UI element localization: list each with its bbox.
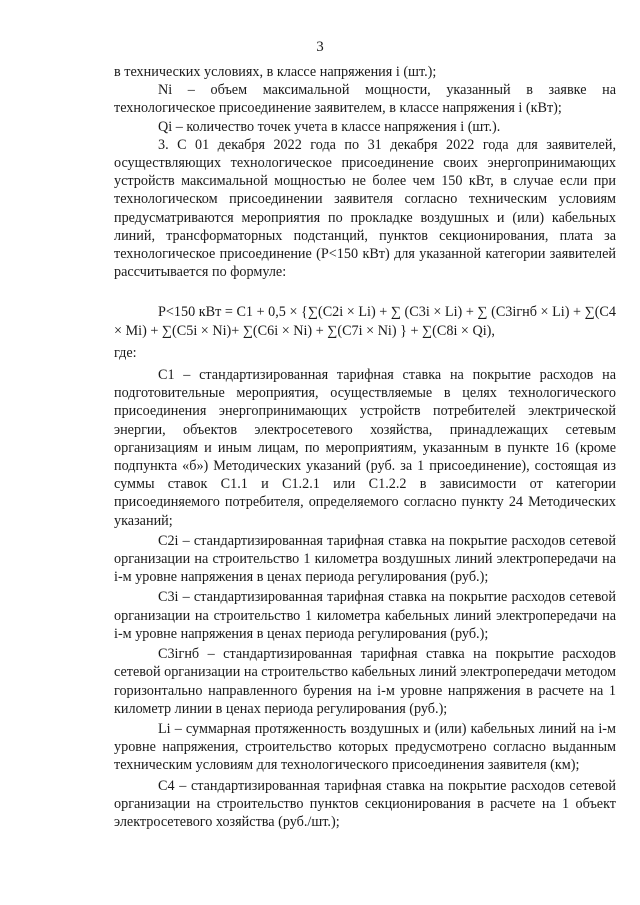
definition-li: Li – суммарная протяженность воздушных и (или) кабельных линий на i-м уровне напряжения, строительство которых предусмотрено согласно выданным техническим условиям для технологического присоединения заявителя (км); <box>114 720 616 774</box>
definition-c4: C4 – стандартизированная тарифная ставка на покрытие расходов сетевой организации на строительство пунктов секционирования в расчете на 1 объект электросетевого хозяйства (руб./шт.); <box>114 777 616 830</box>
definition-c3i-gnb: C3iгнб – стандартизированная тарифная ставка на покрытие расходов сетевой организации на строительство кабельных линий электропередачи методом горизонтально направленного бурения на i-м уровне напряжения в расчете на 1 километр линии в ценах периода регулирования (руб.); <box>114 646 616 717</box>
paragraph-ni-definition: Ni – объем максимальной мощности, указанный в заявке на технологическое присоединение заявителем, в классе напряжения i (кВт); <box>114 82 616 117</box>
paragraph-clause-3: 3. С 01 декабря 2022 года по 31 декабря 2022 года для заявителей, осуществляющих технологическое присоединение своих энергопринимающих устройств максимальной мощностью не более чем 150 кВт, в случае если при технологическом присоединении заявителя согласно техническим условиям предусматриваются мероприятия по прокладке воздушных и (или) кабельных линий, трансформаторных подстанций, пунктов секционирования, плата за технологическое присоединение (P<150 кВт) для указанной категории заявителей рассчитывается по формуле: <box>114 136 616 281</box>
page-number: 3 <box>316 39 324 55</box>
paragraph-qi-definition: Qi – количество точек учета в классе напряжения i (шт.). <box>158 118 501 135</box>
fee-formula: P<150 кВт = C1 + 0,5 × {∑(C2i × Li) + ∑ (C3i × Li) + ∑ (C3iгнб × Li) + ∑(C4 × Mi) + ∑(C5i × Ni)+ ∑(C6i × Ni) + ∑(C7i × Ni) } + ∑(C8i × Qi), <box>114 304 616 339</box>
document-body <box>114 63 616 831</box>
definition-c3i: C3i – стандартизированная тарифная ставка на покрытие расходов сетевой организации на строительство 1 километра кабельных линий электропередачи на i-м уровне напряжения в ценах периода регулирования (руб.); <box>114 589 616 642</box>
definition-c2i: C2i – стандартизированная тарифная ставка на покрытие расходов сетевой организации на строительство 1 километра воздушных линий электропередачи на i-м уровне напряжения в ценах периода регулирования (руб.); <box>114 532 616 586</box>
paragraph-continuation: в технических условиях, в классе напряжения i (шт.); <box>114 64 437 80</box>
definition-c1: C1 – стандартизированная тарифная ставка на покрытие расходов на подготовительные мероприятия, осуществляемые в целях технологического присоединения энергопринимающих устройств потребителей электрической энергии, объектов электросетевого хозяйства, принадлежащих сетевым организациям и иным лицам, по мероприятиям, указанным в пункте 16 (кроме подпункта «б») Методических указаний (руб. за 1 присоединение), состоящая из суммы ставок C1.1 и C1.2.1 или C1.2.2 в зависимости от категории присоединяемого потребителя, определяемого согласно пункту 24 Методических указаний; <box>114 367 616 529</box>
where-label: где: <box>114 344 137 361</box>
